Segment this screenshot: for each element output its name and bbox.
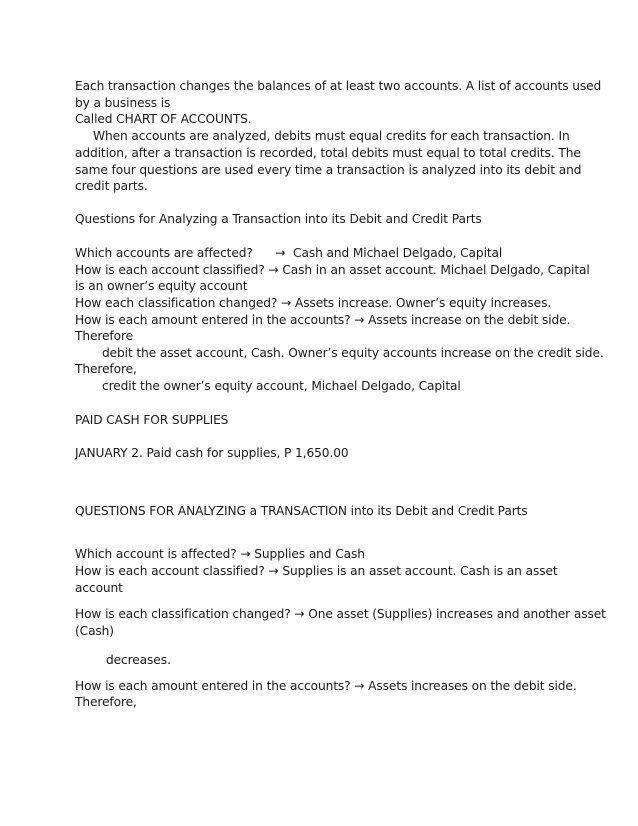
intro-line-3: Called CHART OF ACCOUNTS. [75,112,252,126]
intro-line-1: Each transaction changes the balances of at least two accounts. A list of accounts used [75,79,602,93]
section1-heading: Questions for Analyzing a Transaction into its Debit and Credit Parts [75,212,482,226]
intro-line-2: by a business is [75,96,171,110]
section1-question-4a: How is each amount entered in the accounts? → Assets increase on the debit side. [75,313,571,327]
section3-question-3a: How is each classification changed? → One asset (Supplies) increases and another asset [75,607,606,621]
section3-question-2b: account [75,581,123,595]
intro-line-4: When accounts are analyzed, debits must equal credits for each transaction. In [93,129,570,143]
section3-question-3b: (Cash) [75,624,114,638]
section3-question-2a: How is each account classified? → Supplies is an asset account. Cash is an asset [75,564,558,578]
section2-entry: JANUARY 2. Paid cash for supplies, P 1,650.00 [75,446,349,460]
section1-question-4c: debit the asset account, Cash. Owner’s equity accounts increase on the credit side. [102,346,604,360]
section1-question-1: Which accounts are affected? → Cash and Michael Delgado, Capital [75,246,503,260]
intro-line-6: same four questions are used every time a transaction is analyzed into its debit and [75,163,582,177]
intro-line-7: credit parts. [75,179,148,193]
section1-question-4b: Therefore [75,329,133,343]
section3-question-1: Which account is affected? → Supplies and Cash [75,547,365,561]
section2-title: PAID CASH FOR SUPPLIES [75,413,229,427]
section1-question-2a: How is each account classified? → Cash in an asset account. Michael Delgado, Capital [75,263,590,277]
intro-line-5: addition, after a transaction is recorded, total debits must equal to total credits. The [75,146,581,160]
section1-question-2b: is an owner’s equity account [75,279,248,293]
section3-heading: QUESTIONS FOR ANALYZING a TRANSACTION into its Debit and Credit Parts [75,504,528,518]
section3-question-4a: How is each amount entered in the accounts? → Assets increases on the debit side. [75,679,577,693]
section1-question-4e: credit the owner’s equity account, Michael Delgado, Capital [102,379,461,393]
section3-question-4b: Therefore, [75,695,137,709]
section1-question-4d: Therefore, [75,362,137,376]
section3-question-3c: decreases. [106,653,171,667]
section1-question-3: How each classification changed? → Assets increase. Owner’s equity increases. [75,296,552,310]
